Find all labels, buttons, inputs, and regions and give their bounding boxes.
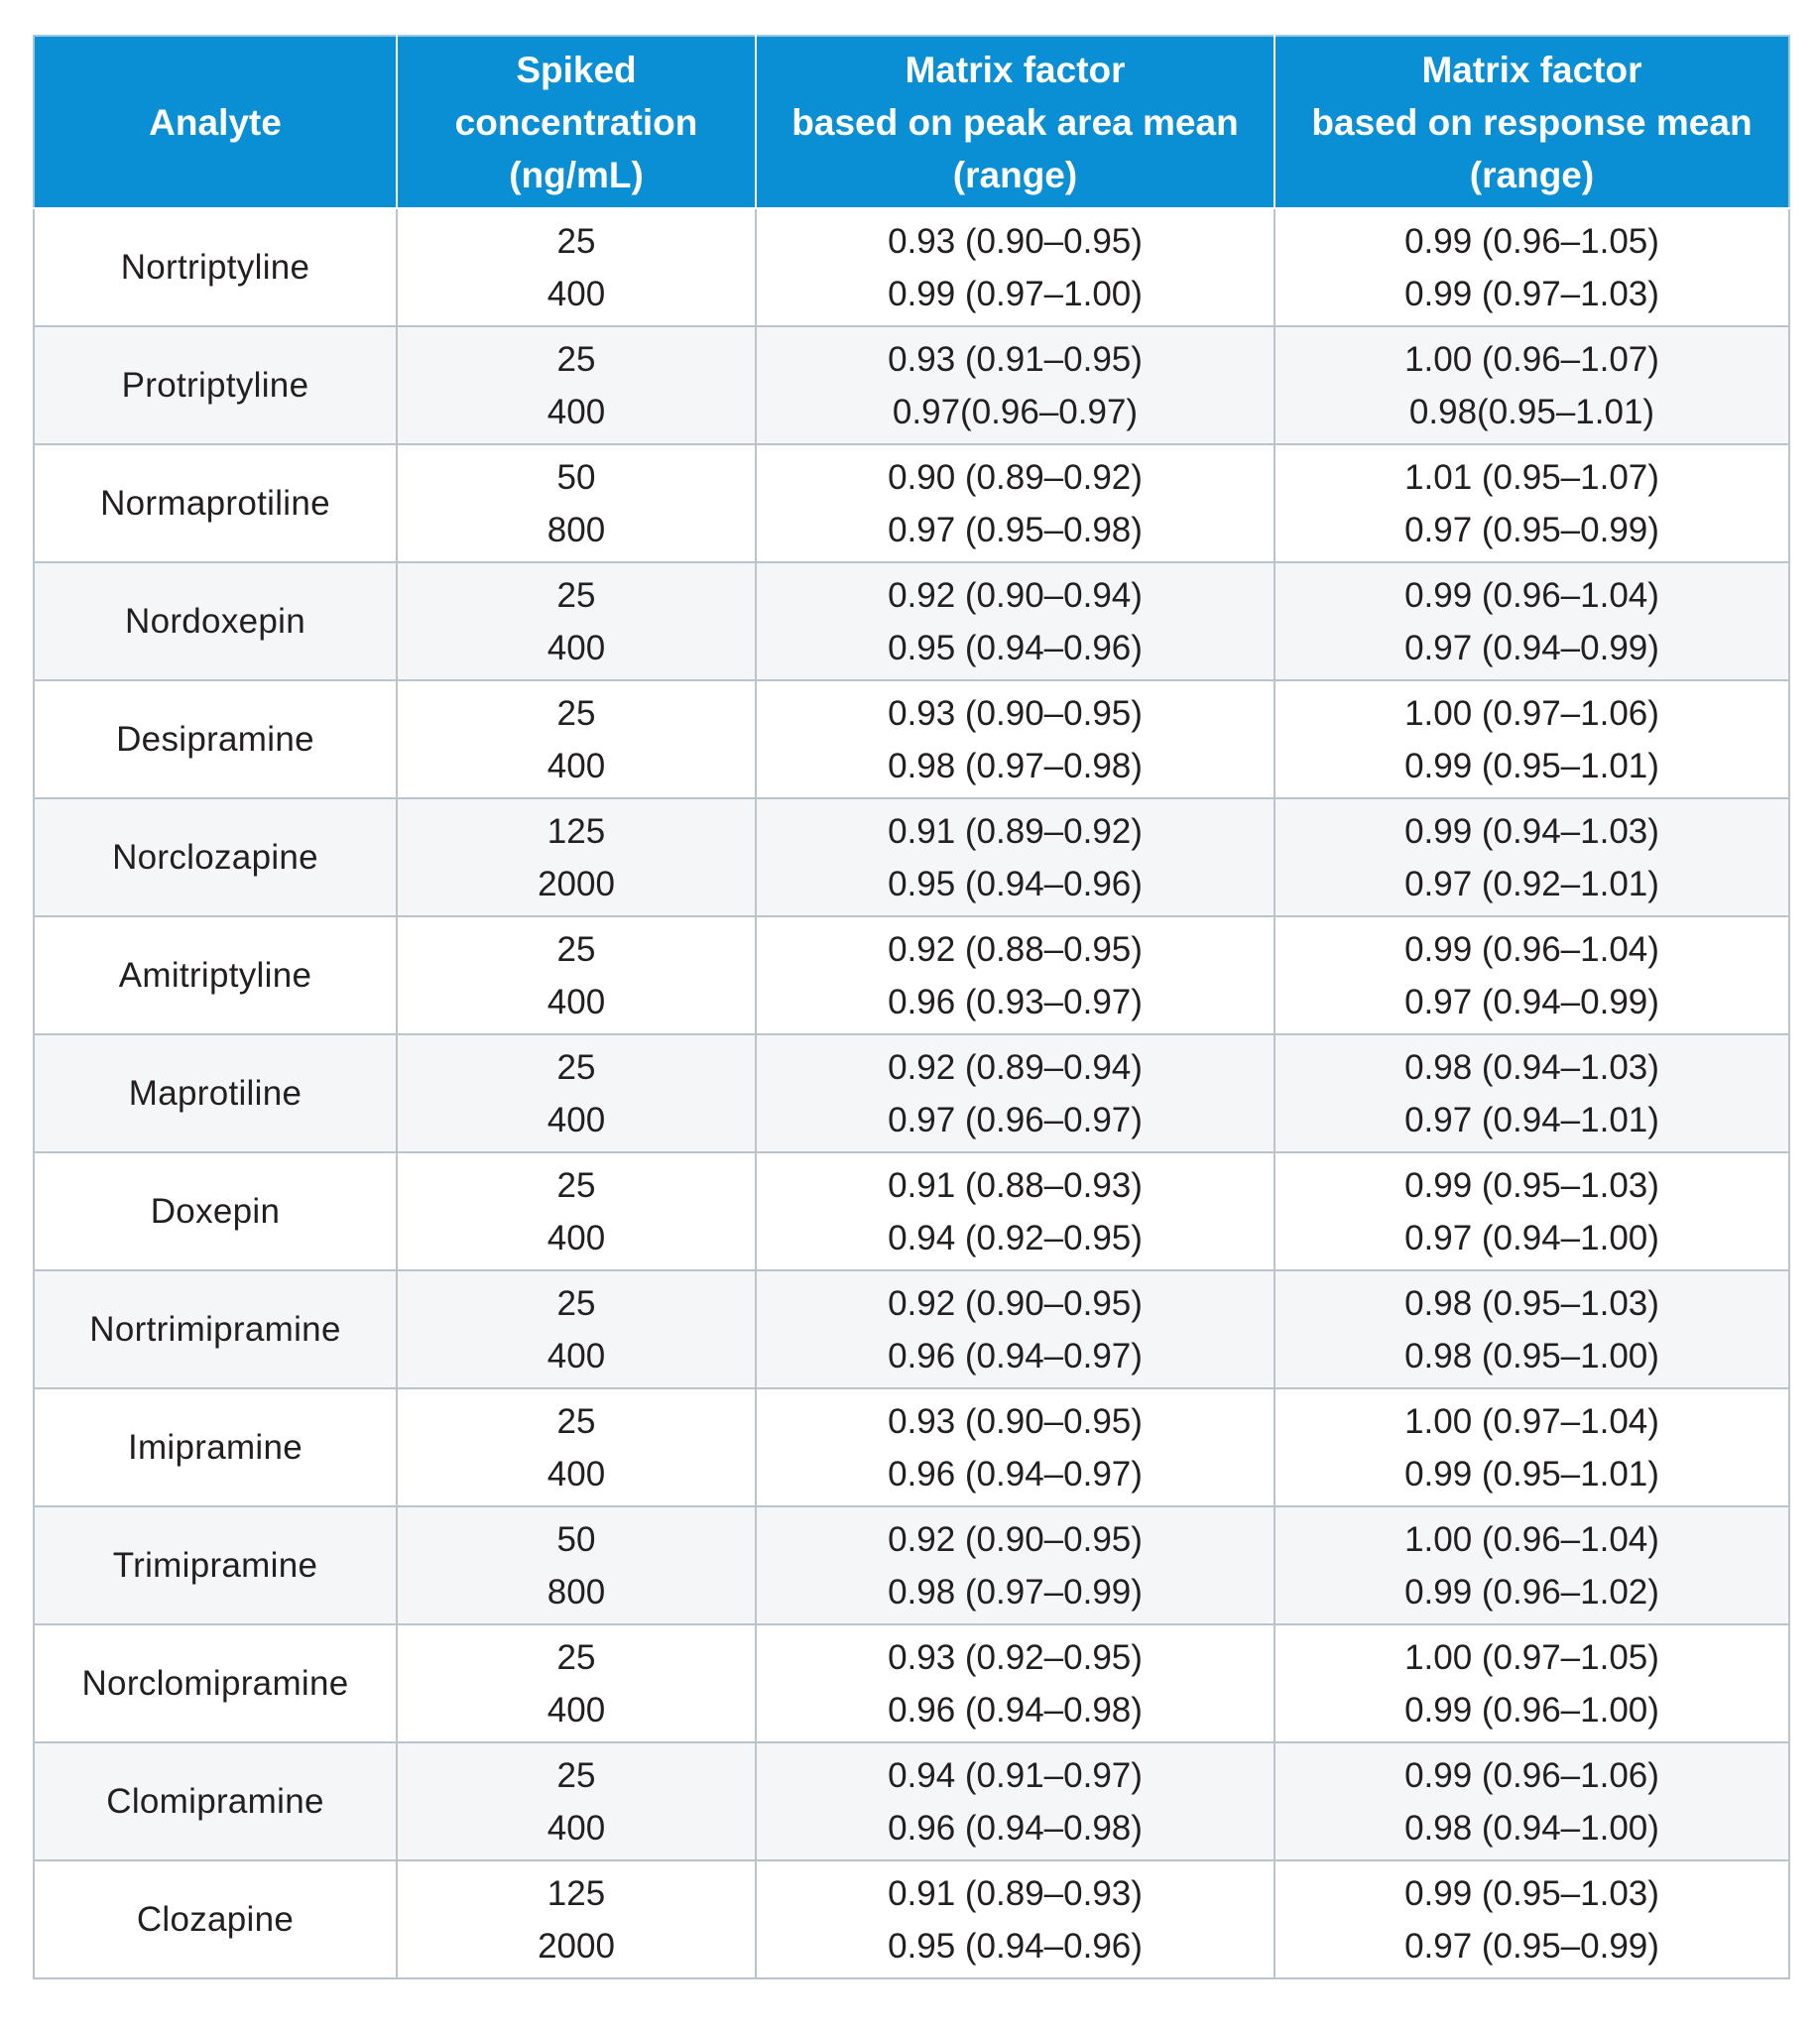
response-matrix-factor-value: 0.98 (0.95–1.00) (1404, 1336, 1659, 1375)
table-header (34, 36, 1789, 208)
table-row (34, 1860, 1789, 1978)
table-row (34, 1034, 1789, 1152)
header-line: (range) (1469, 154, 1595, 195)
response-matrix-factor-value: 0.98 (0.95–1.03) (1404, 1283, 1659, 1323)
spiked-concentration-value: 25 (556, 1637, 596, 1677)
peak-area-matrix-factor-value: 0.92 (0.90–0.94) (888, 575, 1143, 615)
response-matrix-factor-value: 0.98 (0.94–1.03) (1404, 1047, 1659, 1087)
response-matrix-factor-value: 1.00 (0.96–1.04) (1404, 1519, 1659, 1559)
spiked-concentration-value: 50 (556, 457, 596, 497)
peak-area-matrix-factor-value: 0.98 (0.97–0.98) (888, 746, 1143, 785)
analyte-cell: Norclomipramine (34, 1624, 397, 1742)
analyte-cell: Doxepin (34, 1152, 397, 1270)
response-matrix-factor-cell (1274, 1270, 1789, 1388)
spiked-concentration-value: 400 (546, 1690, 606, 1730)
spiked-concentration-cell (397, 326, 756, 444)
response-matrix-factor-value: 0.99 (0.96–1.05) (1404, 221, 1659, 261)
matrix-factor-table-container (33, 35, 1788, 1979)
peak-area-matrix-factor-value: 0.92 (0.89–0.94) (888, 1047, 1143, 1087)
table-row (34, 1624, 1789, 1742)
table-row (34, 562, 1789, 680)
peak-area-matrix-factor-value: 0.96 (0.94–0.98) (888, 1690, 1143, 1730)
peak-area-matrix-factor-value: 0.93 (0.91–0.95) (888, 339, 1143, 379)
spiked-concentration-cell (397, 680, 756, 798)
spiked-concentration-value: 400 (546, 1336, 606, 1375)
spiked-concentration-cell (397, 444, 756, 562)
spiked-concentration-value: 25 (556, 1755, 596, 1795)
table-body (34, 208, 1789, 1978)
analyte-cell: Maprotiline (34, 1034, 397, 1152)
response-matrix-factor-value: 0.97 (0.94–0.99) (1404, 628, 1659, 667)
analyte-cell: Amitriptyline (34, 916, 397, 1034)
peak-area-matrix-factor-value: 0.91 (0.88–0.93) (888, 1165, 1143, 1205)
response-matrix-factor-value: 0.97 (0.94–1.00) (1404, 1218, 1659, 1257)
response-matrix-factor-cell (1274, 680, 1789, 798)
spiked-concentration-value: 400 (546, 1808, 606, 1848)
response-matrix-factor-cell (1274, 1152, 1789, 1270)
header-line: based on peak area mean (791, 101, 1239, 143)
table-row (34, 680, 1789, 798)
peak-area-matrix-factor-cell (756, 1860, 1274, 1978)
spiked-concentration-cell (397, 1388, 756, 1506)
analyte-cell: Nortrimipramine (34, 1270, 397, 1388)
response-matrix-factor-value: 0.99 (0.96–1.00) (1404, 1690, 1659, 1730)
response-matrix-factor-cell (1274, 916, 1789, 1034)
header-line: Matrix factor (1421, 49, 1642, 90)
peak-area-matrix-factor-value: 0.95 (0.94–0.96) (888, 1926, 1143, 1966)
spiked-concentration-value: 25 (556, 1283, 596, 1323)
spiked-concentration-value: 400 (546, 274, 606, 313)
peak-area-matrix-factor-value: 0.94 (0.92–0.95) (888, 1218, 1143, 1257)
response-matrix-factor-cell (1274, 562, 1789, 680)
header-line: based on response mean (1311, 101, 1753, 143)
spiked-concentration-value: 25 (556, 339, 596, 379)
peak-area-matrix-factor-value: 0.96 (0.94–0.97) (888, 1454, 1143, 1493)
spiked-concentration-value: 125 (546, 1873, 606, 1913)
response-matrix-factor-value: 0.97 (0.95–0.99) (1404, 1926, 1659, 1966)
response-matrix-factor-cell (1274, 444, 1789, 562)
table-row (34, 798, 1789, 916)
spiked-concentration-cell (397, 1270, 756, 1388)
response-matrix-factor-value: 0.99 (0.96–1.06) (1404, 1755, 1659, 1795)
analyte-cell: Nordoxepin (34, 562, 397, 680)
response-matrix-factor-value: 0.98 (0.94–1.00) (1404, 1808, 1659, 1848)
spiked-concentration-value: 400 (546, 982, 606, 1021)
peak-area-matrix-factor-cell (756, 1152, 1274, 1270)
response-matrix-factor-cell (1274, 1034, 1789, 1152)
response-matrix-factor-value: 0.99 (0.95–1.03) (1404, 1165, 1659, 1205)
analyte-cell: Nortriptyline (34, 208, 397, 326)
peak-area-matrix-factor-value: 0.91 (0.89–0.93) (888, 1873, 1143, 1913)
peak-area-matrix-factor-value: 0.99 (0.97–1.00) (888, 274, 1143, 313)
spiked-concentration-value: 800 (546, 510, 606, 549)
spiked-concentration-value: 50 (556, 1519, 596, 1559)
response-matrix-factor-value: 0.97 (0.94–1.01) (1404, 1100, 1659, 1139)
response-matrix-factor-value: 0.98(0.95–1.01) (1408, 392, 1655, 431)
spiked-concentration-value: 400 (546, 1454, 606, 1493)
spiked-concentration-cell (397, 1624, 756, 1742)
peak-area-matrix-factor-cell (756, 798, 1274, 916)
response-matrix-factor-value: 0.97 (0.92–1.01) (1404, 864, 1659, 903)
spiked-concentration-value: 25 (556, 1165, 596, 1205)
peak-area-matrix-factor-value: 0.98 (0.97–0.99) (888, 1572, 1143, 1612)
header-line: Matrix factor (905, 49, 1126, 90)
response-matrix-factor-value: 0.99 (0.95–1.01) (1404, 1454, 1659, 1493)
peak-area-matrix-factor-value: 0.96 (0.94–0.98) (888, 1808, 1143, 1848)
response-matrix-factor-value: 0.99 (0.95–1.03) (1404, 1873, 1659, 1913)
spiked-concentration-cell (397, 798, 756, 916)
peak-area-matrix-factor-value: 0.93 (0.90–0.95) (888, 693, 1143, 733)
peak-area-matrix-factor-value: 0.97 (0.96–0.97) (888, 1100, 1143, 1139)
spiked-concentration-cell (397, 916, 756, 1034)
spiked-concentration-value: 400 (546, 392, 606, 431)
spiked-concentration-value: 25 (556, 575, 596, 615)
header-matrix-factor-response (1274, 36, 1789, 208)
peak-area-matrix-factor-cell (756, 1270, 1274, 1388)
peak-area-matrix-factor-value: 0.94 (0.91–0.97) (888, 1755, 1143, 1795)
spiked-concentration-value: 400 (546, 628, 606, 667)
peak-area-matrix-factor-cell (756, 1506, 1274, 1624)
spiked-concentration-cell (397, 1152, 756, 1270)
spiked-concentration-value: 400 (546, 746, 606, 785)
spiked-concentration-value: 800 (546, 1572, 606, 1612)
spiked-concentration-value: 400 (546, 1100, 606, 1139)
response-matrix-factor-value: 0.99 (0.95–1.01) (1404, 746, 1659, 785)
table-row (34, 1388, 1789, 1506)
table-row (34, 916, 1789, 1034)
response-matrix-factor-value: 0.99 (0.94–1.03) (1404, 811, 1659, 851)
spiked-concentration-value: 25 (556, 929, 596, 969)
peak-area-matrix-factor-value: 0.93 (0.92–0.95) (888, 1637, 1143, 1677)
peak-area-matrix-factor-cell (756, 1742, 1274, 1860)
response-matrix-factor-value: 1.00 (0.96–1.07) (1404, 339, 1659, 379)
peak-area-matrix-factor-cell (756, 326, 1274, 444)
peak-area-matrix-factor-cell (756, 208, 1274, 326)
table-row (34, 444, 1789, 562)
spiked-concentration-cell (397, 1034, 756, 1152)
peak-area-matrix-factor-cell (756, 562, 1274, 680)
peak-area-matrix-factor-value: 0.92 (0.90–0.95) (888, 1283, 1143, 1323)
spiked-concentration-value: 2000 (538, 1926, 615, 1966)
header-line: (ng/mL) (509, 154, 644, 195)
response-matrix-factor-value: 1.00 (0.97–1.04) (1404, 1401, 1659, 1441)
peak-area-matrix-factor-value: 0.93 (0.90–0.95) (888, 221, 1143, 261)
response-matrix-factor-value: 0.99 (0.96–1.04) (1404, 575, 1659, 615)
header-row (34, 36, 1789, 208)
response-matrix-factor-value: 1.00 (0.97–1.06) (1404, 693, 1659, 733)
response-matrix-factor-cell (1274, 1388, 1789, 1506)
response-matrix-factor-cell (1274, 326, 1789, 444)
spiked-concentration-cell (397, 562, 756, 680)
response-matrix-factor-cell (1274, 1860, 1789, 1978)
response-matrix-factor-cell (1274, 798, 1789, 916)
response-matrix-factor-value: 1.00 (0.97–1.05) (1404, 1637, 1659, 1677)
header-analyte (34, 36, 397, 208)
peak-area-matrix-factor-value: 0.97(0.96–0.97) (892, 392, 1139, 431)
response-matrix-factor-cell (1274, 208, 1789, 326)
spiked-concentration-value: 25 (556, 693, 596, 733)
response-matrix-factor-value: 0.99 (0.96–1.02) (1404, 1572, 1659, 1612)
response-matrix-factor-value: 0.99 (0.97–1.03) (1404, 274, 1659, 313)
peak-area-matrix-factor-cell (756, 1034, 1274, 1152)
peak-area-matrix-factor-cell (756, 916, 1274, 1034)
spiked-concentration-cell (397, 1506, 756, 1624)
header-matrix-factor-peak-area (756, 36, 1274, 208)
header-line: concentration (454, 101, 698, 143)
peak-area-matrix-factor-value: 0.90 (0.89–0.92) (888, 457, 1143, 497)
response-matrix-factor-value: 0.97 (0.94–0.99) (1404, 982, 1659, 1021)
spiked-concentration-cell (397, 1860, 756, 1978)
peak-area-matrix-factor-value: 0.95 (0.94–0.96) (888, 628, 1143, 667)
table-row (34, 1270, 1789, 1388)
analyte-cell: Imipramine (34, 1388, 397, 1506)
header-analyte-line: Analyte (149, 101, 282, 143)
peak-area-matrix-factor-value: 0.91 (0.89–0.92) (888, 811, 1143, 851)
peak-area-matrix-factor-value: 0.92 (0.88–0.95) (888, 929, 1143, 969)
analyte-cell: Clozapine (34, 1860, 397, 1978)
response-matrix-factor-cell (1274, 1624, 1789, 1742)
peak-area-matrix-factor-value: 0.92 (0.90–0.95) (888, 1519, 1143, 1559)
peak-area-matrix-factor-value: 0.96 (0.93–0.97) (888, 982, 1143, 1021)
spiked-concentration-cell (397, 208, 756, 326)
response-matrix-factor-cell (1274, 1742, 1789, 1860)
spiked-concentration-value: 400 (546, 1218, 606, 1257)
spiked-concentration-value: 25 (556, 1047, 596, 1087)
header-line: Spiked (516, 49, 637, 90)
peak-area-matrix-factor-value: 0.96 (0.94–0.97) (888, 1336, 1143, 1375)
analyte-cell: Clomipramine (34, 1742, 397, 1860)
response-matrix-factor-value: 0.99 (0.96–1.04) (1404, 929, 1659, 969)
table-row (34, 1506, 1789, 1624)
header-spiked-concentration (397, 36, 756, 208)
response-matrix-factor-value: 1.01 (0.95–1.07) (1404, 457, 1659, 497)
peak-area-matrix-factor-cell (756, 1388, 1274, 1506)
table-row (34, 1152, 1789, 1270)
analyte-cell: Desipramine (34, 680, 397, 798)
analyte-cell: Normaprotiline (34, 444, 397, 562)
peak-area-matrix-factor-cell (756, 1624, 1274, 1742)
analyte-cell: Norclozapine (34, 798, 397, 916)
response-matrix-factor-value: 0.97 (0.95–0.99) (1404, 510, 1659, 549)
table-row (34, 208, 1789, 326)
header-line: (range) (952, 154, 1078, 195)
spiked-concentration-cell (397, 1742, 756, 1860)
peak-area-matrix-factor-value: 0.95 (0.94–0.96) (888, 864, 1143, 903)
peak-area-matrix-factor-value: 0.97 (0.95–0.98) (888, 510, 1143, 549)
response-matrix-factor-cell (1274, 1506, 1789, 1624)
matrix-factor-table (33, 35, 1790, 1979)
spiked-concentration-value: 125 (546, 811, 606, 851)
table-row (34, 1742, 1789, 1860)
spiked-concentration-value: 2000 (538, 864, 615, 903)
analyte-cell: Protriptyline (34, 326, 397, 444)
peak-area-matrix-factor-cell (756, 444, 1274, 562)
analyte-cell: Trimipramine (34, 1506, 397, 1624)
spiked-concentration-value: 25 (556, 221, 596, 261)
peak-area-matrix-factor-cell (756, 680, 1274, 798)
spiked-concentration-value: 25 (556, 1401, 596, 1441)
table-row (34, 326, 1789, 444)
peak-area-matrix-factor-value: 0.93 (0.90–0.95) (888, 1401, 1143, 1441)
